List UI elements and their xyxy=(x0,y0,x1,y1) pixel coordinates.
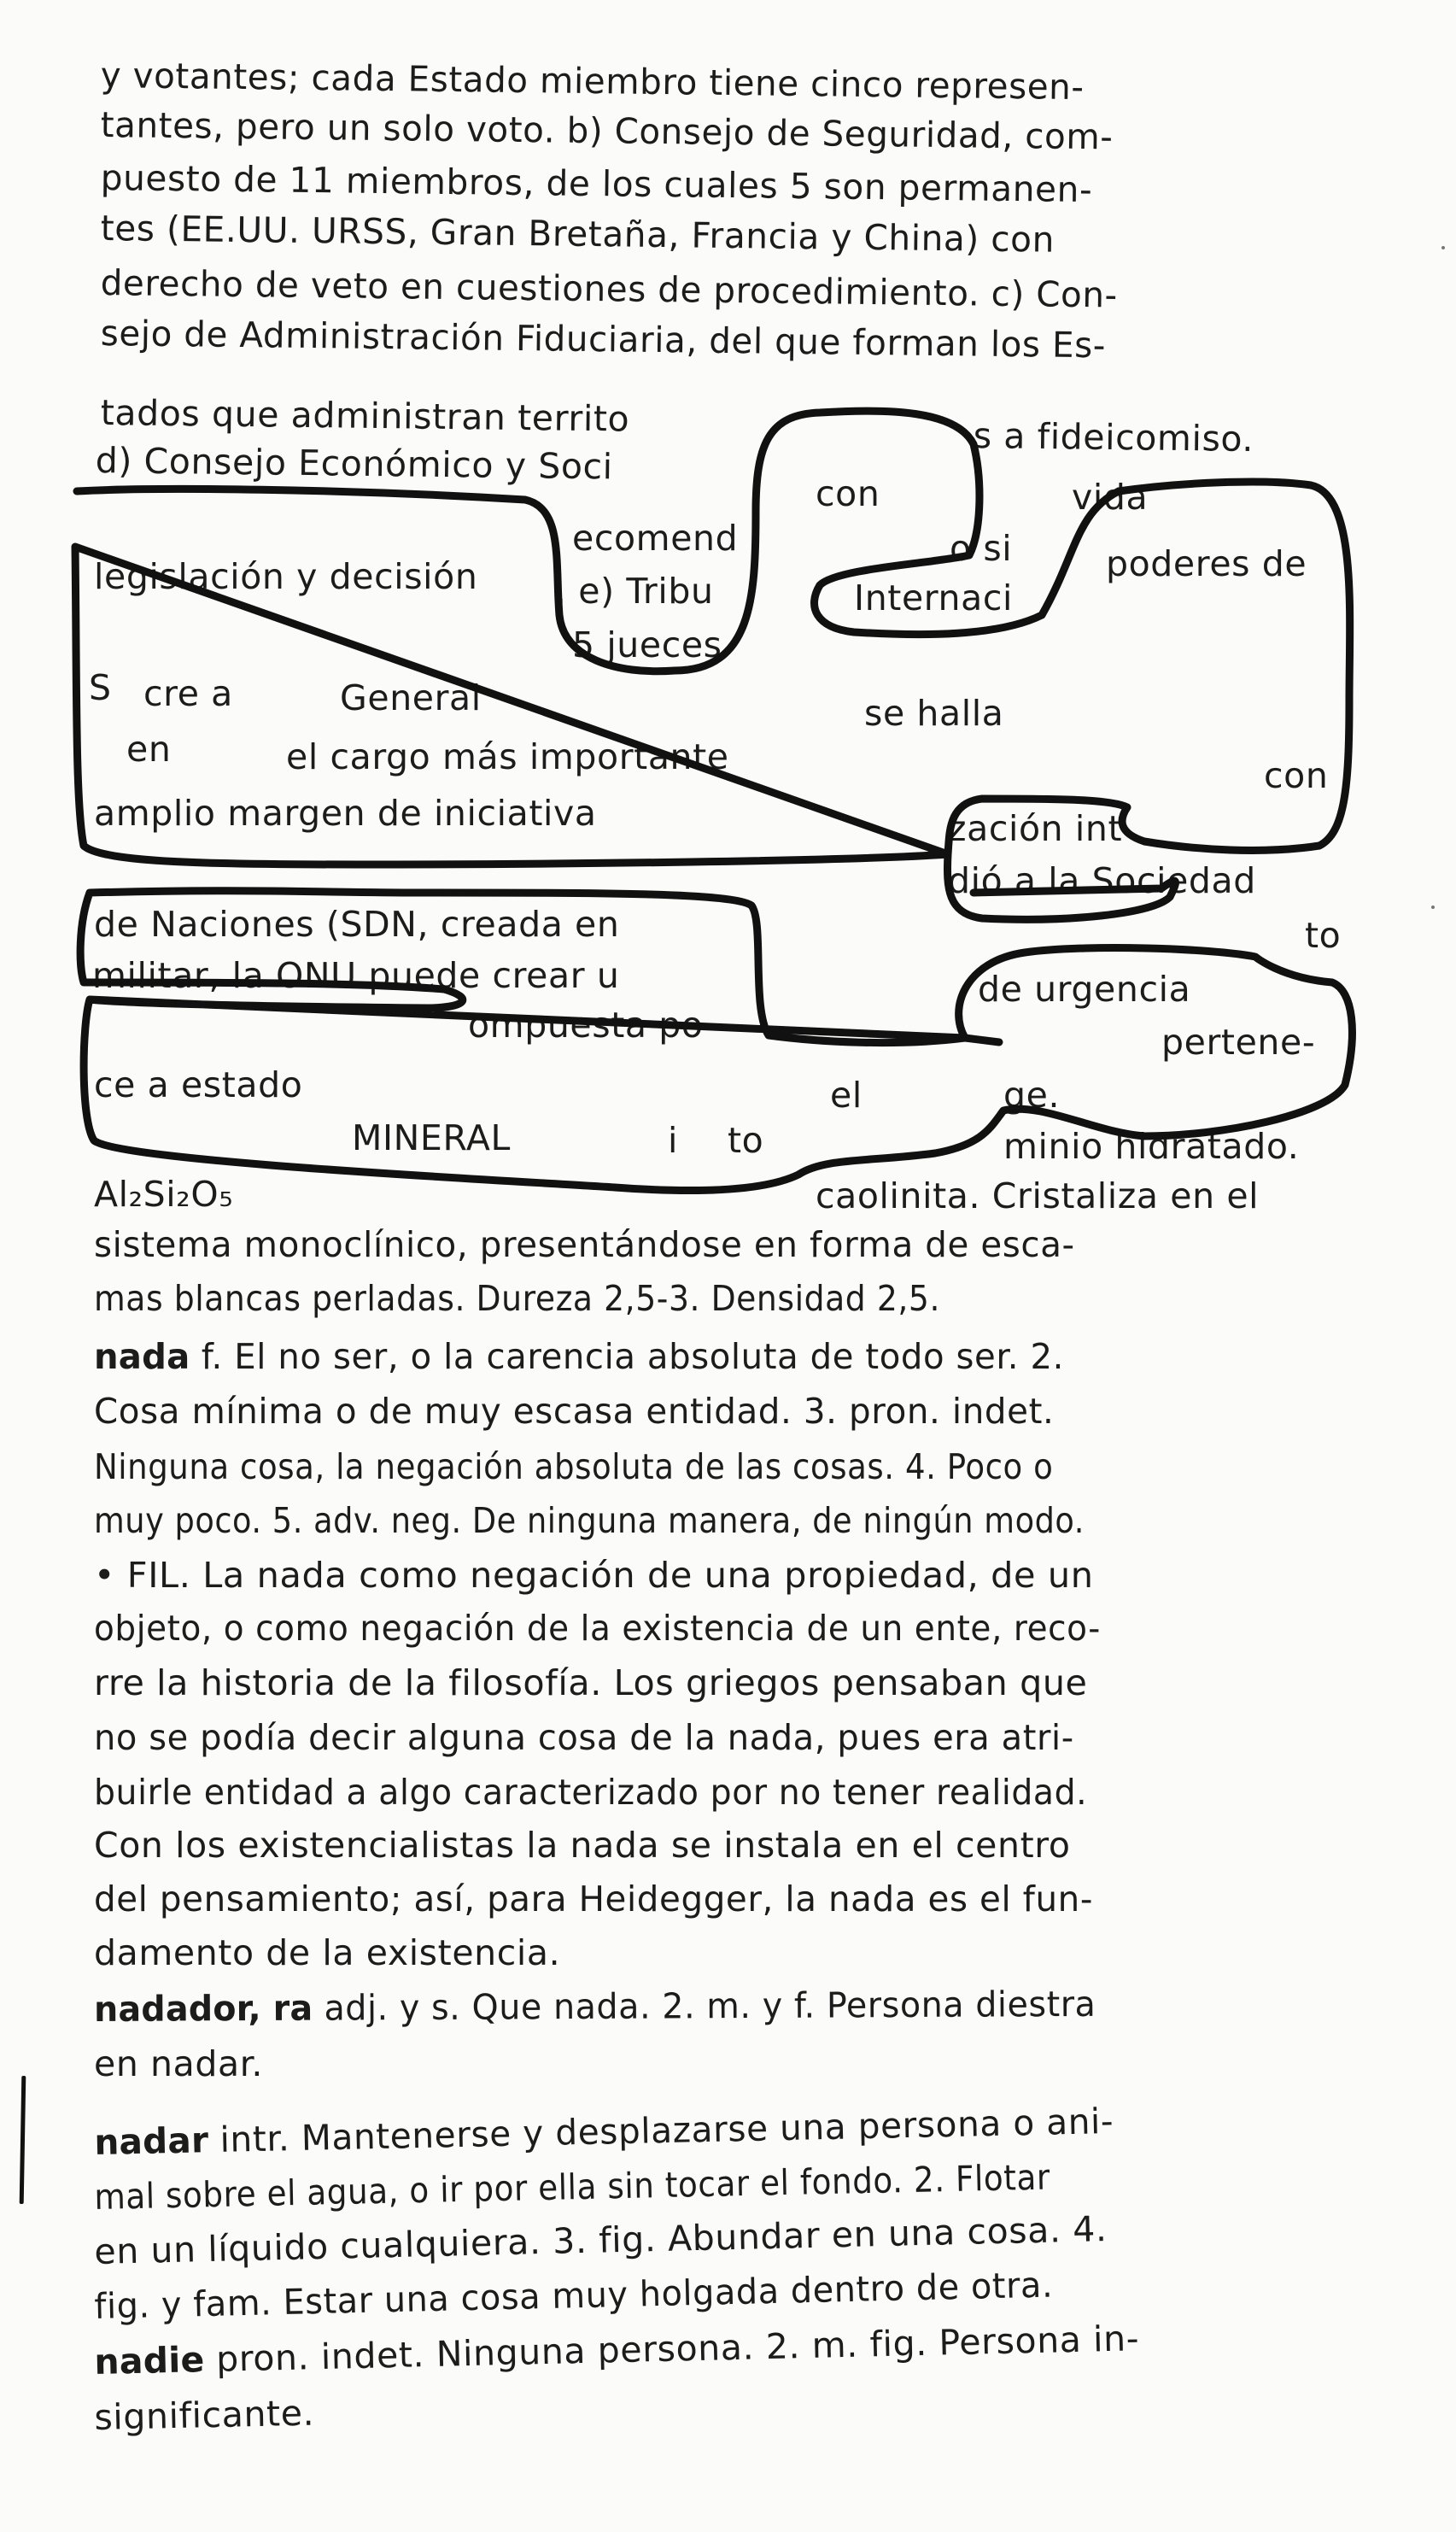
text-fragment: legislación y decisión xyxy=(94,556,478,597)
text-line: del pensamiento; así, para Heidegger, la nada es el fun- xyxy=(94,1878,1094,1920)
text-line: fig. y fam. Estar una cosa muy holgada dentro de otra. xyxy=(93,2264,1054,2327)
text-fragment: ecomend xyxy=(572,518,739,559)
text-fragment: poderes de xyxy=(1106,543,1307,584)
scan-speck xyxy=(1431,906,1435,909)
text-fragment: de urgencia xyxy=(978,969,1191,1010)
text-fragment: ompuesta po xyxy=(468,1005,704,1046)
text-fragment: . e) Tribu xyxy=(555,571,714,612)
text-line: puesto de 11 miembros, de los cuales 5 son permanen- xyxy=(100,157,1093,211)
text-line: d) Consejo Económico y Soci xyxy=(95,440,613,488)
text-line: Ninguna cosa, la negación absoluta de las cosas. 4. Poco o xyxy=(94,1446,1054,1487)
text-fragment: to xyxy=(1305,915,1342,956)
text-fragment: MINERAL xyxy=(352,1117,511,1158)
text-line: y votantes; cada Estado miembro tiene cinco represen- xyxy=(100,55,1085,108)
entry-text: pron. indet. Ninguna persona. 2. m. fig. Persona in- xyxy=(203,2318,1140,2381)
text-line: sejo de Administración Fiduciaria, del que forman los Es- xyxy=(100,313,1107,366)
text-fragment: s a fideicomiso. xyxy=(973,415,1254,460)
text-line: rre la historia de la filosofía. Los griegos pensaban que xyxy=(94,1662,1088,1703)
text-line: significante. xyxy=(93,2392,315,2438)
text-line: mas blancas perladas. Dureza 2,5-3. Densidad 2,5. xyxy=(94,1278,941,1319)
entry-headword: nadador, ra xyxy=(93,1987,313,2030)
text-fragment: con xyxy=(1264,755,1329,796)
entry-headword: nadie xyxy=(93,2339,206,2383)
text-fragment: Internaci xyxy=(854,577,1013,618)
entry-text: intr. Mantenerse y desplazarse una persona o ani- xyxy=(208,2100,1114,2161)
text-line: objeto, o como negación de la existencia de un ente, reco- xyxy=(94,1608,1101,1649)
text-fragment: S xyxy=(89,667,112,708)
text-fragment: caolinita. Cristaliza en el xyxy=(816,1175,1260,1216)
text-fragment: to xyxy=(728,1120,764,1161)
text-line: tes (EE.UU. URSS, Gran Bretaña, Francia y China) con xyxy=(100,208,1055,261)
text-line: tados que administran territo xyxy=(100,392,630,440)
text-fragment: ce a estado xyxy=(94,1064,303,1105)
redaction-outline-upper xyxy=(75,411,1350,919)
text-fragment: ge. xyxy=(1003,1075,1061,1116)
text-fragment: pertene- xyxy=(1161,1022,1316,1063)
text-fragment: dió a la Sociedad xyxy=(948,860,1256,901)
text-fragment: militar, la ONU puede crear u xyxy=(92,955,620,996)
text-line: sistema monoclínico, presentándose en forma de esca- xyxy=(94,1224,1075,1265)
text-line: tantes, pero un solo voto. b) Consejo de Seguridad, com- xyxy=(100,104,1114,158)
text-fragment: en xyxy=(126,729,172,770)
text-fragment: amplio margen de iniciativa xyxy=(94,793,597,834)
text-fragment: el cargo más importante xyxy=(286,736,729,777)
text-fragment: Al₂Si₂O₅ xyxy=(94,1174,234,1215)
text-fragment: o si xyxy=(950,528,1013,569)
text-fragment: minio hidratado. xyxy=(1003,1126,1300,1167)
text-line: en nadar. xyxy=(94,2043,264,2084)
text-fragment: de Naciones (SDN, creada en xyxy=(94,904,620,945)
text-line: derecho de veto en cuestiones de procedimiento. c) Con- xyxy=(100,262,1119,316)
entry-headword: nadar xyxy=(93,2119,209,2163)
text-line: no se podía decir alguna cosa de la nada, pues era atri- xyxy=(94,1717,1074,1758)
redaction-outline-lower xyxy=(80,891,1352,1191)
text-line: Con los existencialistas la nada se instala en el centro xyxy=(94,1825,1071,1866)
text-line: • FIL. La nada como negación de una propiedad, de un xyxy=(94,1555,1094,1596)
entry-headword: nada xyxy=(94,1336,190,1377)
text-fragment: zación int xyxy=(948,808,1123,849)
scan-speck xyxy=(1441,246,1445,249)
text-fragment: vida xyxy=(1072,477,1149,518)
text-fragment: i xyxy=(668,1120,678,1161)
text-line: mal sobre el agua, o ir por ella sin tocar el fondo. 2. Flotar xyxy=(93,2156,1051,2218)
text-line: buirle entidad a algo caracterizado por no tener realidad. xyxy=(94,1772,1088,1813)
entry-text: f. El no ser, o la carencia absoluta de todo ser. 2. xyxy=(190,1336,1065,1377)
text-fragment: se halla xyxy=(864,693,1004,734)
text-fragment: el xyxy=(830,1075,862,1116)
text-line: en un líquido cualquiera. 3. fig. Abundar en una cosa. 4. xyxy=(93,2208,1108,2272)
entry-text: adj. y s. Que nada. 2. m. y f. Persona diestra xyxy=(313,1983,1096,2029)
text-fragment: cre a xyxy=(143,673,233,714)
text-fragment: General xyxy=(340,677,482,718)
text-line: damento de la existencia. xyxy=(94,1932,561,1973)
text-fragment: con xyxy=(816,473,880,514)
text-line: muy poco. 5. adv. neg. De ninguna manera, de ningún modo. xyxy=(94,1500,1085,1541)
text-fragment: 5 jueces xyxy=(572,624,722,665)
text-line: Cosa mínima o de muy escasa entidad. 3. pron. indet. xyxy=(94,1391,1055,1432)
